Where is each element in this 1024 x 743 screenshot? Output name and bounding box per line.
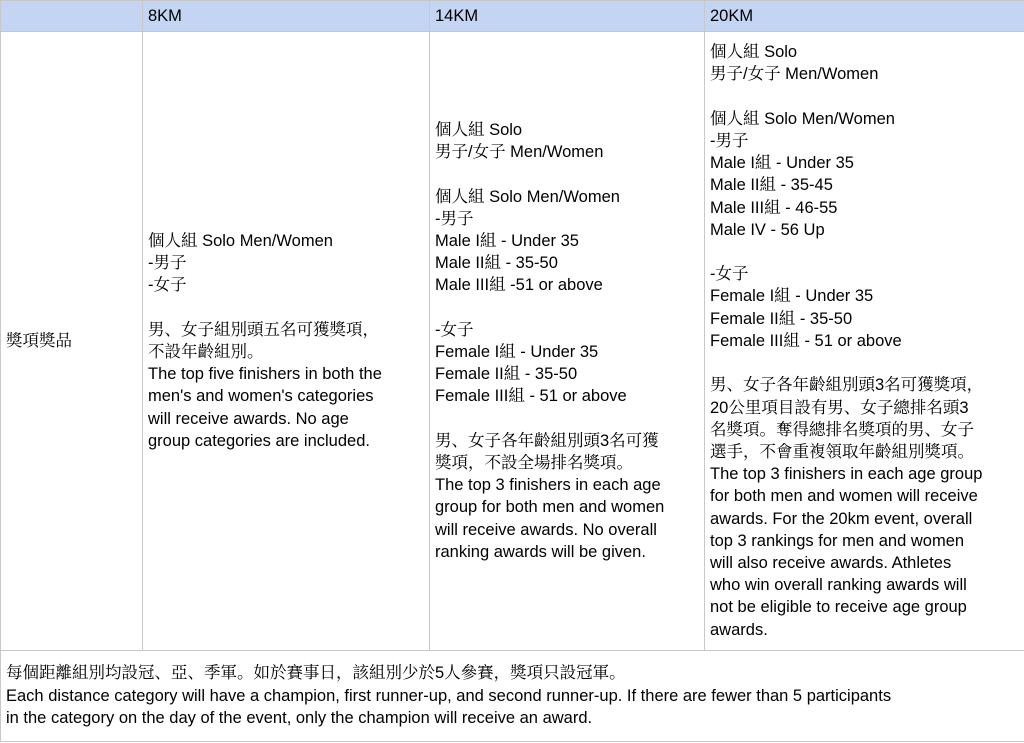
cell-8km-text: 個人組 Solo Men/Women -男子 -女子 男、女子組別頭五名可獲獎項， 不設年齡組別。 The top five finishers in both the men's and women's categories will receive awards. No age group categories are included. — [148, 231, 382, 450]
cell-20km — [705, 32, 1024, 651]
footer-cell — [1, 651, 1024, 742]
cell-8km — [143, 32, 430, 651]
row-label: 獎項獎品 — [6, 331, 72, 350]
header-cell-20km: 20KM — [705, 1, 1024, 32]
header-cell-8km: 8KM — [143, 1, 430, 32]
header-cell-empty — [1, 1, 143, 32]
cell-14km-text: 個人組 Solo 男子/女子 Men/Women 個人組 Solo Men/Women -男子 Male I組 - Under 35 Male II組 - 35-50 Male III組 -51 or above -女子 Female I組 - Under 35 Female II組 - 35-50 Female III組 - 51 or above 男、女子各年齡組別頭3名可獲 獎項，不設全場排名獎項。 The top 3 finishers in each age group for both men and women will receive awards. No overall ranking awards will be given. — [435, 120, 665, 561]
footer-row — [1, 651, 1024, 742]
cell-20km-text: 個人組 Solo 男子/女子 Men/Women 個人組 Solo Men/Women -男子 Male I組 - Under 35 Male II組 - 35-45 Male III組 - 46-55 Male IV - 56 Up -女子 Female I組 - Under 35 Female II組 - 35-50 Female III組 - 51 or above 男、女子各年齡組別頭3名可獲獎項， 20公里項目設有男、女子總排名頭3 名獎項。奪得總排名獎項的男、女子 選手，不會重複領取年齡組別獎項。 The top 3 finishers in each age group for both men and women will receive awards. For the 20km event, overall top 3 rankings for men and women will also receive awards. Athletes who win overall ranking awards will not be eligible to receive age group awards. — [710, 43, 984, 639]
header-row — [1, 1, 1024, 32]
footer-text: 每個距離組別均設冠、亞、季軍。如於賽事日，該組別少於5人參賽，獎項只設冠軍。 Each distance category will have a champion, first runner-up, and second runner-up. If there are fewer than 5 participants in the category on the day of the event, only the champion will receive an award. — [6, 664, 892, 728]
awards-row — [1, 32, 1024, 651]
header-cell-14km: 14KM — [430, 1, 705, 32]
cell-14km — [430, 32, 705, 651]
row-label-cell — [1, 32, 143, 651]
